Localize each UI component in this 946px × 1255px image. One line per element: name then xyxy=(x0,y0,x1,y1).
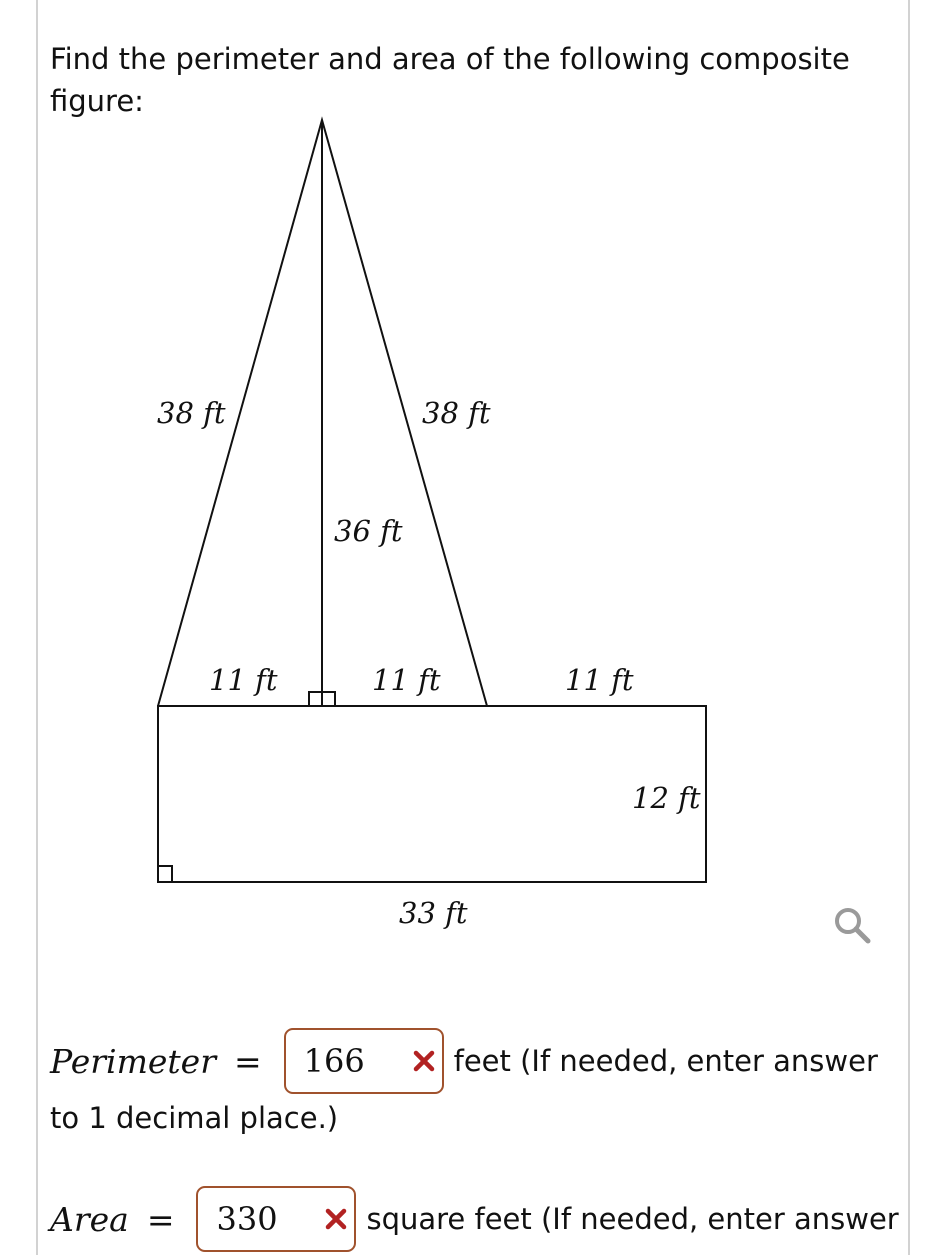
area-row xyxy=(50,1184,899,1254)
magnifier-icon[interactable] xyxy=(830,903,874,947)
perimeter-label: Perimeter xyxy=(50,1041,216,1081)
label-rect-bottom: 33 ft xyxy=(399,896,468,930)
area-input[interactable] xyxy=(196,1186,356,1252)
incorrect-x-icon xyxy=(322,1205,350,1233)
label-right-side: 38 ft xyxy=(422,396,491,430)
perimeter-value: 166 xyxy=(303,1042,365,1080)
area-label: Area xyxy=(50,1199,129,1239)
perimeter-row xyxy=(50,1026,878,1096)
rectangle-right-angle-marker xyxy=(158,866,172,882)
perimeter-input[interactable] xyxy=(284,1028,444,1094)
rectangle xyxy=(158,706,706,882)
question-text: Find the perimeter and area of the following composite figure: xyxy=(50,42,850,118)
label-rect-top-right: 11 ft xyxy=(565,663,634,697)
label-left-side: 38 ft xyxy=(157,396,226,430)
perimeter-suffix: feet (If needed, enter answer xyxy=(453,1044,878,1078)
label-rect-height: 12 ft xyxy=(632,781,701,815)
label-height: 36 ft xyxy=(334,514,403,548)
perimeter-suffix-continued: to 1 decimal place.) xyxy=(50,1101,339,1135)
perimeter-equals: = xyxy=(233,1041,262,1081)
incorrect-x-icon xyxy=(410,1047,438,1075)
label-base-right: 11 ft xyxy=(372,663,441,697)
area-suffix: square feet (If needed, enter answer xyxy=(366,1202,899,1236)
label-base-left: 11 ft xyxy=(209,663,278,697)
area-value: 330 xyxy=(216,1200,278,1238)
area-equals: = xyxy=(146,1199,175,1239)
